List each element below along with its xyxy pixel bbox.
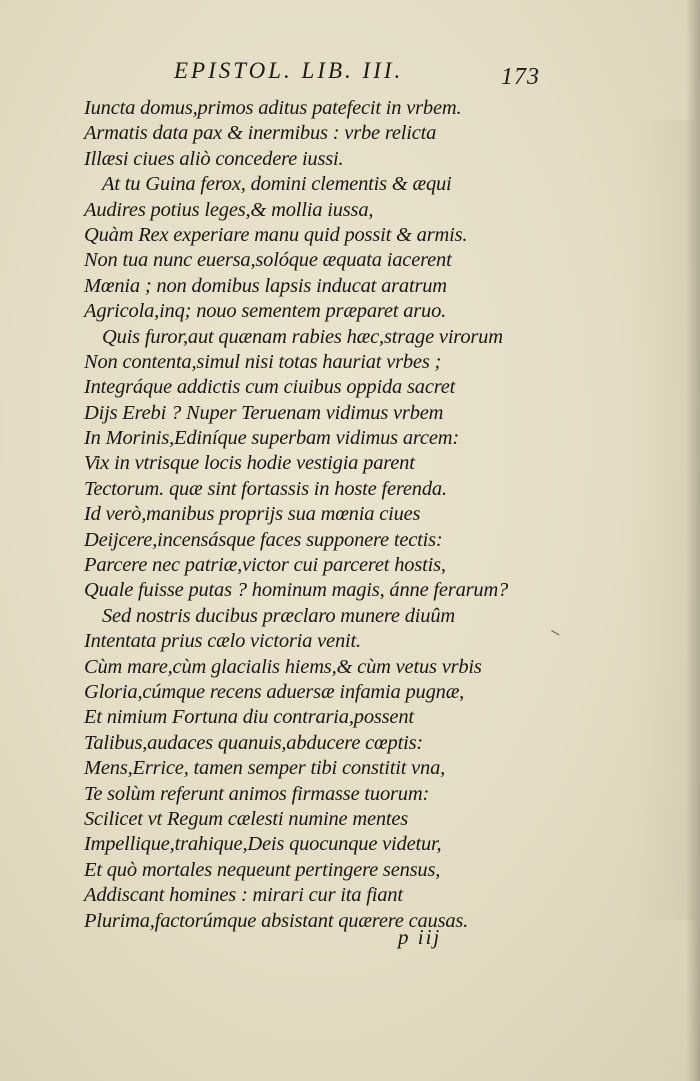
verse-line: Talibus,audaces quanuis,abducere cœptis: [84, 731, 423, 754]
verse-line: Impellique,trahique,Deis quocunque videtur, [84, 833, 442, 856]
verse-line: Addiscant homines : mirari cur ita fiant [84, 884, 403, 907]
verse-line: Iuncta domus,primos aditus patefecit in vrbem. [84, 97, 462, 119]
page-number: 173 [501, 64, 540, 90]
verse-line: Parcere nec patriæ,victor cui parceret hostis, [84, 554, 446, 577]
verse-line: Audires potius leges,& mollia iussa, [84, 198, 374, 221]
verse-line: Te solùm referunt animos firmasse tuorum: [84, 782, 430, 805]
signature-mark: p iij [398, 925, 442, 949]
verse-line: Mens,Errice, tamen semper tibi constitit vna, [84, 757, 446, 780]
ink-speck [550, 630, 560, 638]
verse-line: Et nimium Fortuna diu contraria,possent [84, 706, 414, 729]
verse-line: Vix in vtrisque locis hodie vestigia parent [84, 452, 415, 475]
verse-line: Intentata prius cælo victoria venit. [84, 630, 361, 653]
verse-line: Integráque addictis cum ciuibus oppida sacret [84, 376, 456, 399]
verse-line: Plurima,factorúmque absistant quærere causas. [84, 909, 469, 932]
verse-line: Sed nostris ducibus præclaro munere diuûm [102, 604, 456, 627]
verse-line: Id verò,manibus proprijs sua mœnia ciues [84, 503, 421, 526]
verse-line: At tu Guina ferox, domini clementis & æqui [102, 173, 452, 196]
verse-line: Cùm mare,cùm glacialis hiems,& cùm vetus vrbis [84, 655, 482, 678]
verse-line: Armatis data pax & inermibus : vrbe relicta [84, 122, 437, 145]
page-header [170, 58, 540, 94]
verse-line: In Morinis,Ediníque superbam vidimus arcem: [84, 427, 459, 450]
show-through-text [634, 120, 694, 920]
verse-line: Gloria,cúmque recens aduersæ infamia pugnæ, [84, 680, 465, 703]
verse-text [84, 96, 509, 934]
running-title: EPISTOL. LIB. III. [174, 58, 404, 83]
verse-line: Quàm Rex experiare manu quid possit & armis. [84, 223, 468, 246]
verse-line: Dijs Erebi ? Nuper Teruenam vidimus vrbem [84, 401, 444, 424]
verse-line: Scilicet vt Regum cælesti numine mentes [84, 807, 409, 830]
page-edge-shadow [686, 0, 700, 1081]
verse-line: Quis furor,aut quænam rabies hæc,strage virorum [102, 325, 503, 348]
verse-line: Tectorum. quæ sint fortassis in hoste ferenda. [84, 477, 447, 500]
verse-line: Mœnia ; non domibus lapsis inducat aratrum [84, 274, 447, 297]
verse-line: Illæsi ciues aliò concedere iussi. [84, 147, 344, 170]
verse-line: Quale fuisse putas ? hominum magis, ánne ferarum? [84, 579, 509, 602]
verse-line: Non contenta,simul nisi totas hauriat vrbes ; [84, 350, 442, 373]
verse-line: Et quò mortales nequeunt pertingere sensus, [84, 858, 441, 881]
verse-line: Non tua nunc euersa,solóque æquata iacerent [84, 249, 452, 272]
verse-line: Deijcere,incensásque faces supponere tectis: [84, 528, 443, 551]
verse-line: Agricola,inq; nouo sementem præparet aruo. [84, 300, 447, 323]
